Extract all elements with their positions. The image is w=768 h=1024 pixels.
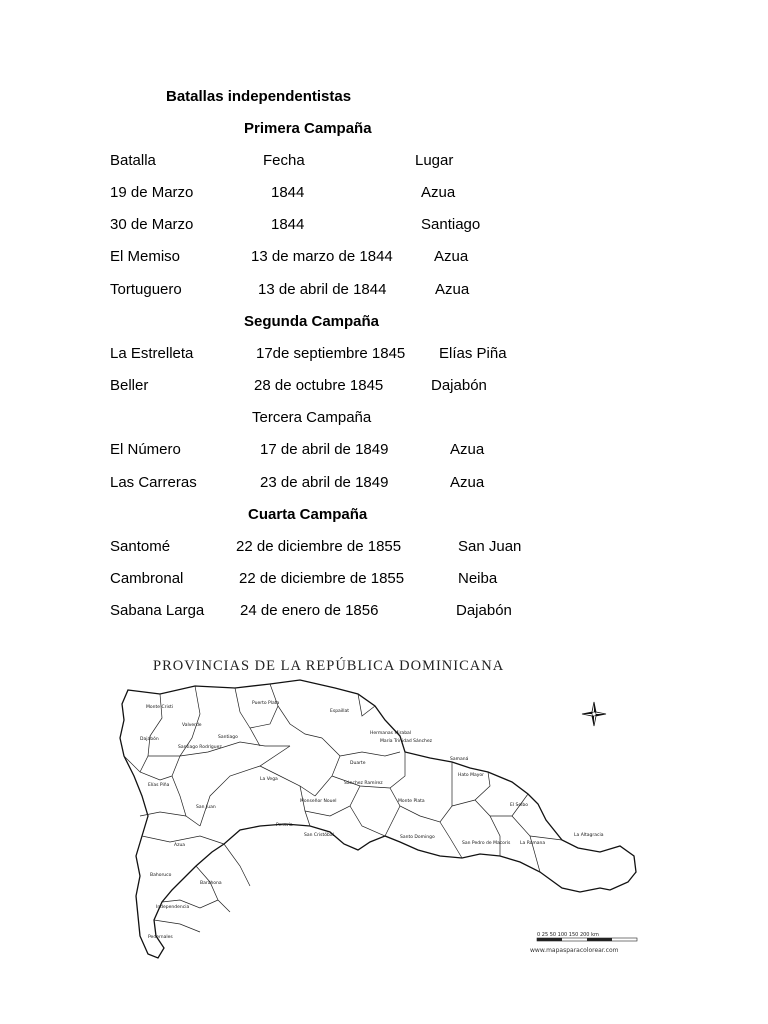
province-label: Samaná [450,757,469,762]
row-place: Azua [450,441,485,458]
row-battle: La Estrelleta [110,345,194,362]
row-date: 17 de abril de 1849 [260,441,389,458]
row-place: Azua [450,474,485,491]
map-title: PROVINCIAS DE LA REPÚBLICA DOMINICANA [153,658,505,674]
province-label: Espaillat [330,709,350,714]
row-date: 1844 [271,216,305,233]
row-battle: 19 de Marzo [110,184,194,201]
province-label: Monseñor Nouel [300,799,337,804]
row-battle: Cambronal [110,570,184,587]
row-place: Azua [421,184,456,201]
map-credit: www.mapasparacolorear.com [530,947,619,954]
row-place: San Juan [458,538,522,555]
row-place: Santiago [421,216,481,233]
row-battle: Las Carreras [110,474,197,491]
province-label: El Seibo [510,803,529,808]
province-label: Dajabón [140,737,159,742]
province-label: San Pedro de Macorís [462,841,511,846]
province-label: Santiago Rodríguez [178,745,222,750]
map-scale-bar [535,930,645,944]
row-battle: Santomé [110,538,171,555]
row-place: Azua [435,281,470,298]
header-battle: Batalla [110,152,156,169]
province-label: La Altagracia [574,833,604,838]
campaign-heading-first: Primera Campaña [244,120,372,137]
province-label: Sánchez Ramírez [344,781,383,786]
province-label: Independencia [156,905,190,910]
province-label: Elías Piña [148,783,170,788]
province-label: María Trinidad Sánchez [380,739,433,744]
row-place: Neiba [458,570,498,587]
row-place: Azua [434,248,469,265]
row-date: 17de septiembre 1845 [256,345,406,362]
row-battle: Beller [110,377,149,394]
row-date: 22 de diciembre de 1855 [236,538,402,555]
row-battle: Sabana Larga [110,602,205,619]
province-label: Bahoruco [150,873,172,878]
province-label: Duarte [350,761,366,766]
row-date: 1844 [271,184,305,201]
row-date: 13 de marzo de 1844 [251,248,393,265]
document-title: Batallas independentistas [166,88,352,105]
province-label: Hermanas Mirabal [370,731,412,736]
dominican-republic-map [100,676,650,966]
province-label: Hato Mayor [458,773,484,778]
row-battle: El Número [110,441,181,458]
province-label: Santo Domingo [400,835,435,840]
province-label: Santiago [218,735,238,740]
row-place: Dajabón [456,602,512,619]
province-label: San Cristóbal [304,833,334,838]
province-label: Peravia [276,823,293,828]
campaign-heading-third: Tercera Campaña [252,409,372,426]
province-label: Pedernales [148,935,173,940]
row-place: Dajabón [431,377,487,394]
province-label: Puerto Plata [252,701,280,706]
scale-labels: 0 25 50 100 150 200 km [537,932,599,938]
row-date: 13 de abril de 1844 [258,281,387,298]
row-battle: El Memiso [110,248,181,265]
header-place: Lugar [415,152,454,169]
province-label: La Romana [520,841,546,846]
row-date: 22 de diciembre de 1855 [239,570,405,587]
province-label: Azua [174,843,186,848]
province-label: Valverde [182,723,202,728]
row-date: 23 de abril de 1849 [260,474,389,491]
header-date: Fecha [263,152,305,169]
province-label: Monte Plata [398,799,425,804]
province-label: San Juan [196,805,216,810]
province-label: Barahona [200,881,222,886]
row-battle: Tortuguero [110,281,182,298]
row-date: 24 de enero de 1856 [240,602,379,619]
row-battle: 30 de Marzo [110,216,194,233]
compass-rose-icon [582,702,606,726]
province-label: Monte Cristi [146,705,174,710]
row-date: 28 de octubre 1845 [254,377,384,394]
province-label: La Vega [260,777,278,782]
row-place: Elías Piña [439,345,507,362]
campaign-heading-second: Segunda Campaña [244,313,380,330]
campaign-heading-fourth: Cuarta Campaña [248,506,368,523]
